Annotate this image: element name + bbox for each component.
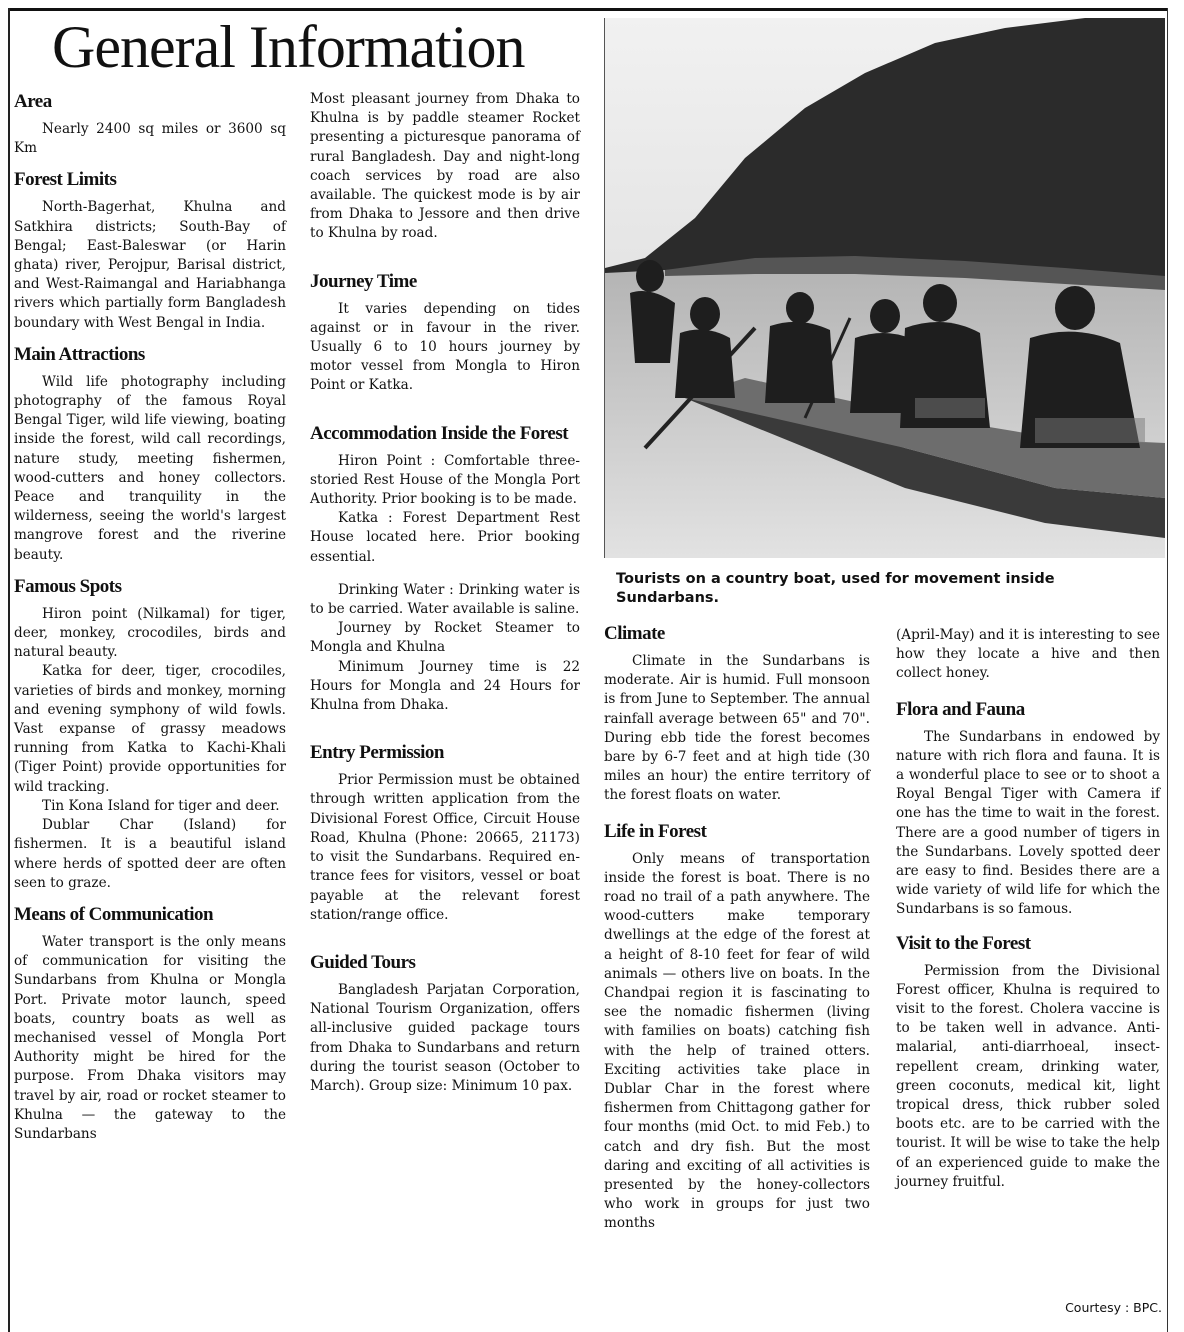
left-rule bbox=[8, 8, 10, 1332]
minimum-journey-text: Minimum Journey time is 22 Hours for Mongla and 24 Hours for Khulna from Dhaka. bbox=[310, 658, 580, 714]
courtesy-credit: Courtesy : BPC. bbox=[1065, 1300, 1162, 1315]
visit-forest-text: Permission from the Divisional Forest officer, Khulna is required to visit to the forest. Cholera vaccine is to be taken well in advance. Anti-malarial, anti-diarrhoeal, insect-repellent cream, drinking water, green coconuts, medical kit, light tropical dress, thick rubber soled boots etc. are to be carried with the tourist. It will be wise to take the help of an experienced guide to make the journey fruitful. bbox=[896, 962, 1160, 1190]
boat-photo bbox=[604, 18, 1165, 558]
heading-accommodation: Accommodation Inside the Forest bbox=[310, 422, 569, 444]
famous-spots-tinkona: Tin Kona Island for tiger and deer. bbox=[42, 797, 280, 814]
right-rule bbox=[1167, 8, 1168, 1332]
rocket-steamer-text: Journey by Rocket Steamer to Mongla and Khulna bbox=[310, 620, 580, 656]
column-1 bbox=[14, 90, 286, 1144]
famous-spots-dublar: Dublar Char (Island) for fishermen. It is a beautiful island where herds of spotted deer are often seen to graze. bbox=[14, 817, 286, 891]
column-4 bbox=[896, 626, 1160, 1192]
communication-text-continued: Most pleasant journey from Dhaka to Khulna is by paddle steamer Rocket presenting a picturesque panorama of rural Bangladesh. Day and night-long coach services by road are also available. The quickest mode is by air from Dhaka to Jessore and then drive to Khulna by road. bbox=[310, 91, 580, 242]
accommodation-katka: Katka : Forest Department Rest House located here. Prior booking essential. bbox=[310, 510, 580, 565]
heading-flora-fauna: Flora and Fauna bbox=[896, 698, 1025, 720]
heading-life-in-forest: Life in Forest bbox=[604, 820, 707, 842]
life-in-forest-text: Only means of transportation inside the forest is boat. There is no road no trail of a path anywhere. The wood-cutters make temporary dwellings at the edge of the forest at a height of 8-10 feet for fear of wild animals — others live on boats. In the Chandpai region it is fascinating to see the nomadic fishermen (living with families on boats) catching fish with the help of trained otters. Exciting activities take place in Dublar Char in the forest where fishermen from Chittagong gather for four months (mid Oct. to mid Feb.) to catch and dry fish. But the most daring and exciting of all activities is presented by the honey-collectors who work in groups for just two months bbox=[604, 850, 870, 1232]
heading-journey-time: Journey Time bbox=[310, 270, 417, 292]
famous-spots-hiron: Hiron point (Nilkamal) for tiger, deer, monkey, crocodiles, birds and natural beauty. bbox=[14, 605, 286, 661]
drinking-water-text: Drinking Water : Drinking water is to be carried. Water available is saline. bbox=[310, 581, 580, 618]
heading-famous-spots: Famous Spots bbox=[14, 575, 122, 597]
page-title: General Information bbox=[52, 14, 525, 80]
heading-forest-limits: Forest Limits bbox=[14, 169, 117, 191]
flora-fauna-text: The Sundarbans in endowed by nature with rich flora and fauna. It is a wonderful place to see or to shoot a Royal Bengal Tiger with Camera if one has the time to wait in the forest. There are a good number of tigers in the Sundarbans. Lovely spotted deer are easy to find. Besides there are a wide variety of wild life for which the Sundarbans is so famous. bbox=[896, 728, 1160, 918]
life-in-forest-continued: (April-May) and it is interesting to see how they locate a hive and then collect honey. bbox=[896, 627, 1160, 682]
heading-climate: Climate bbox=[604, 623, 665, 644]
column-2 bbox=[310, 90, 580, 1096]
forest-limits-text: North-Bagerhat, Khulna and Satkhira districts; South-Bay of Bengal; East-Baleswar (or Harin ghata) river, Perojpur, Barisal district, and West-Raimangal and Hariabhanga rivers which partially form Bangladesh boundary with West Bengal in India. bbox=[14, 199, 286, 331]
climate-text: Climate in the Sundarbans is moderate. Air is humid. Full monsoon is from June to September. The annual rainfall average between 65" and 70". During ebb tide the forest becomes bare by 6-7 feet and at high tide (30 miles an hour) the entire territory of the forest floats on water. bbox=[604, 653, 870, 804]
entry-permission-text: Prior Permission must be obtained through written application from the Divisional Forest Office, Circuit House Road, Khulna (Phone: 20665, 21173) to visit the Sundarbans. Required en-trance fees for visitors, vessel or boat payable at the relevant forest station/range office. bbox=[310, 772, 580, 923]
heading-guided-tours: Guided Tours bbox=[310, 951, 416, 973]
famous-spots-katka: Katka for deer, tiger, crocodiles, varieties of birds and monkey, morning and evening symphony of wild fowls. Vast expanse of grassy meadows running from Katka to Kachi-Khali (Tiger Point) provide opportunities for wild tracking. bbox=[14, 663, 286, 795]
communication-text: Water transport is the only means of communication for visiting the Sundarbans from Khulna or Mongla Port. Private motor launch, speed boats, country boats as well as mechanised vessel of Mongla Port Authority might be hired for the purpose. From Dhaka visitors may travel by air, road or rocket steamer to Khulna — the gateway to the Sundarbans bbox=[14, 933, 286, 1142]
heading-main-attractions: Main Attractions bbox=[14, 343, 145, 365]
heading-means-of-communication: Means of Communication bbox=[14, 903, 214, 925]
column-3 bbox=[604, 622, 870, 1234]
main-attractions-text: Wild life photography including photography of the famous Royal Bengal Tiger, wild life viewing, boating inside the forest, wild call recordings, nature study, meeting fishermen, wood-cutters and honey collectors. Peace and tranquility in the wilderness, seeing the world's largest mangrove forest and the riverine beauty. bbox=[14, 373, 286, 563]
heading-visit-forest: Visit to the Forest bbox=[896, 932, 1031, 954]
accommodation-hiron: Hiron Point : Comfortable three-storied Rest House of the Mongla Port Authority. Prior booking is to be made. bbox=[310, 452, 580, 508]
top-rule bbox=[8, 8, 1168, 11]
guided-tours-text: Bangladesh Parjatan Corporation, National Tourism Organization, offers all-inclusive guided package tours from Dhaka to Sundarbans and return during the tourist season (October to March). Group size: Minimum 10 pax. bbox=[310, 981, 580, 1094]
area-text: Nearly 2400 sq miles or 3600 sq Km bbox=[14, 121, 286, 157]
photo-caption: Tourists on a country boat, used for movement inside Sundarbans. bbox=[616, 571, 1055, 606]
heading-entry-permission: Entry Permission bbox=[310, 742, 444, 764]
heading-area: Area bbox=[14, 91, 52, 112]
journey-time-text: It varies depending on tides against or in favour in the river. Usually 6 to 10 hours journey by motor vessel from Mongla to Hiron Point or Katka. bbox=[310, 300, 580, 394]
